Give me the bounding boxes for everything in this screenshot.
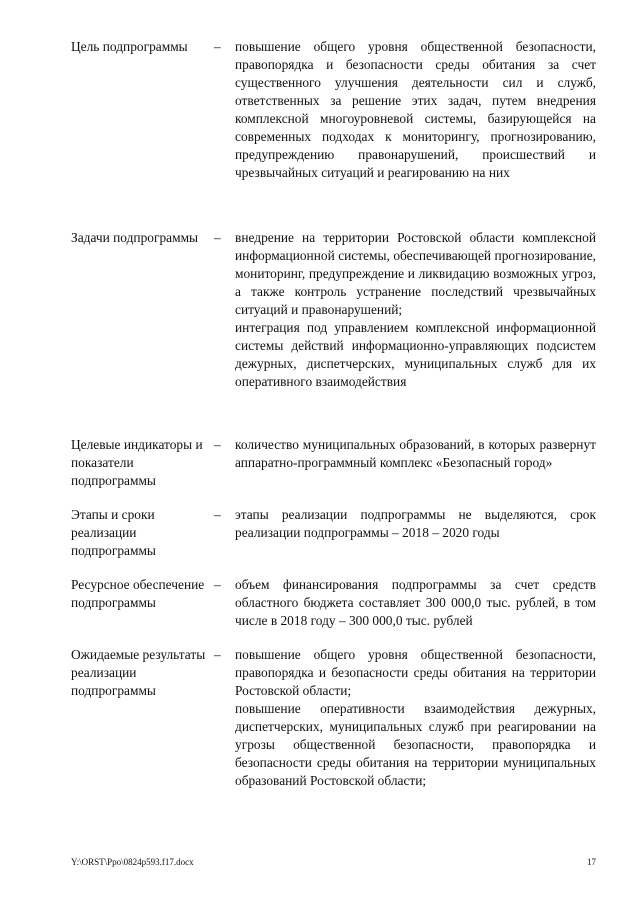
row-label: Целевые индикаторы и показатели подпрограммы	[71, 437, 203, 488]
row-content	[235, 506, 596, 542]
row-label: Ресурсное обеспечение подпрограммы	[71, 577, 205, 610]
row-dash: –	[214, 507, 221, 522]
row-dash: –	[214, 437, 221, 452]
row-content	[235, 436, 596, 472]
row-dash: –	[214, 577, 221, 592]
content-paragraph: интеграция под управлением комплексной информационной системы действий информационно-управляющих подсистем дежурных, диспетчерских, муниципальных служб для их оперативного взаимодействия	[235, 320, 596, 389]
content-paragraph: повышение общего уровня общественной безопасности, правопорядка и безопасности среды обитания за счет существенного улучшения деятельности сил и служб, ответственных за решение этих задач, путем внедрения комплексной многоуровневой системы, базирующейся на современных подходах к мониторингу, прогнозированию, предупреждению правонарушений, происшествий и чрезвычайных ситуаций и реагированию на них	[235, 39, 596, 180]
row-dash: –	[214, 39, 221, 54]
row-label: Цель подпрограммы	[71, 39, 188, 54]
row-dash: –	[214, 230, 221, 245]
content-paragraph: количество муниципальных образований, в которых развернут аппаратно-программный комплекс «Безопасный город»	[235, 437, 596, 470]
row-content	[235, 576, 596, 630]
footer-file-path: Y:\ORST\Ppo\0824p593.f17.docx	[71, 857, 194, 867]
row-label: Задачи подпрограммы	[71, 230, 199, 245]
content-paragraph: повышение общего уровня общественной безопасности, правопорядка и безопасности среды обитания на территории Ростовской области;	[235, 647, 596, 698]
row-content	[235, 229, 596, 391]
row-label: Ожидаемые результаты реализации подпрограммы	[71, 647, 206, 698]
row-label: Этапы и сроки реализации подпрограммы	[71, 507, 156, 558]
content-paragraph: внедрение на территории Ростовской области комплексной информационной системы, обеспечивающей прогнозирование, мониторинг, предупреждение и ликвидацию возможных угроз, а также контроль устранение последствий чрезвычайных ситуаций и правонарушений;	[235, 230, 596, 317]
content-paragraph: объем финансирования подпрограммы за счет средств областного бюджета составляет 300 000,0 тыс. рублей, в том числе в 2018 году – 300 000,0 тыс. рублей	[235, 577, 596, 628]
page-number: 17	[587, 857, 596, 867]
content-paragraph: повышение оперативности взаимодействия дежурных, диспетчерских, муниципальных служб при реагировании на угрозы общественной безопасности, правопорядка и безопасности среды обитания на территории муниципальных образований Ростовской области;	[235, 701, 596, 788]
content-paragraph: этапы реализации подпрограммы не выделяются, срок реализации подпрограммы – 2018 – 2020 годы	[235, 507, 596, 540]
row-dash: –	[214, 647, 221, 662]
row-content	[235, 646, 596, 790]
row-content	[235, 38, 596, 182]
